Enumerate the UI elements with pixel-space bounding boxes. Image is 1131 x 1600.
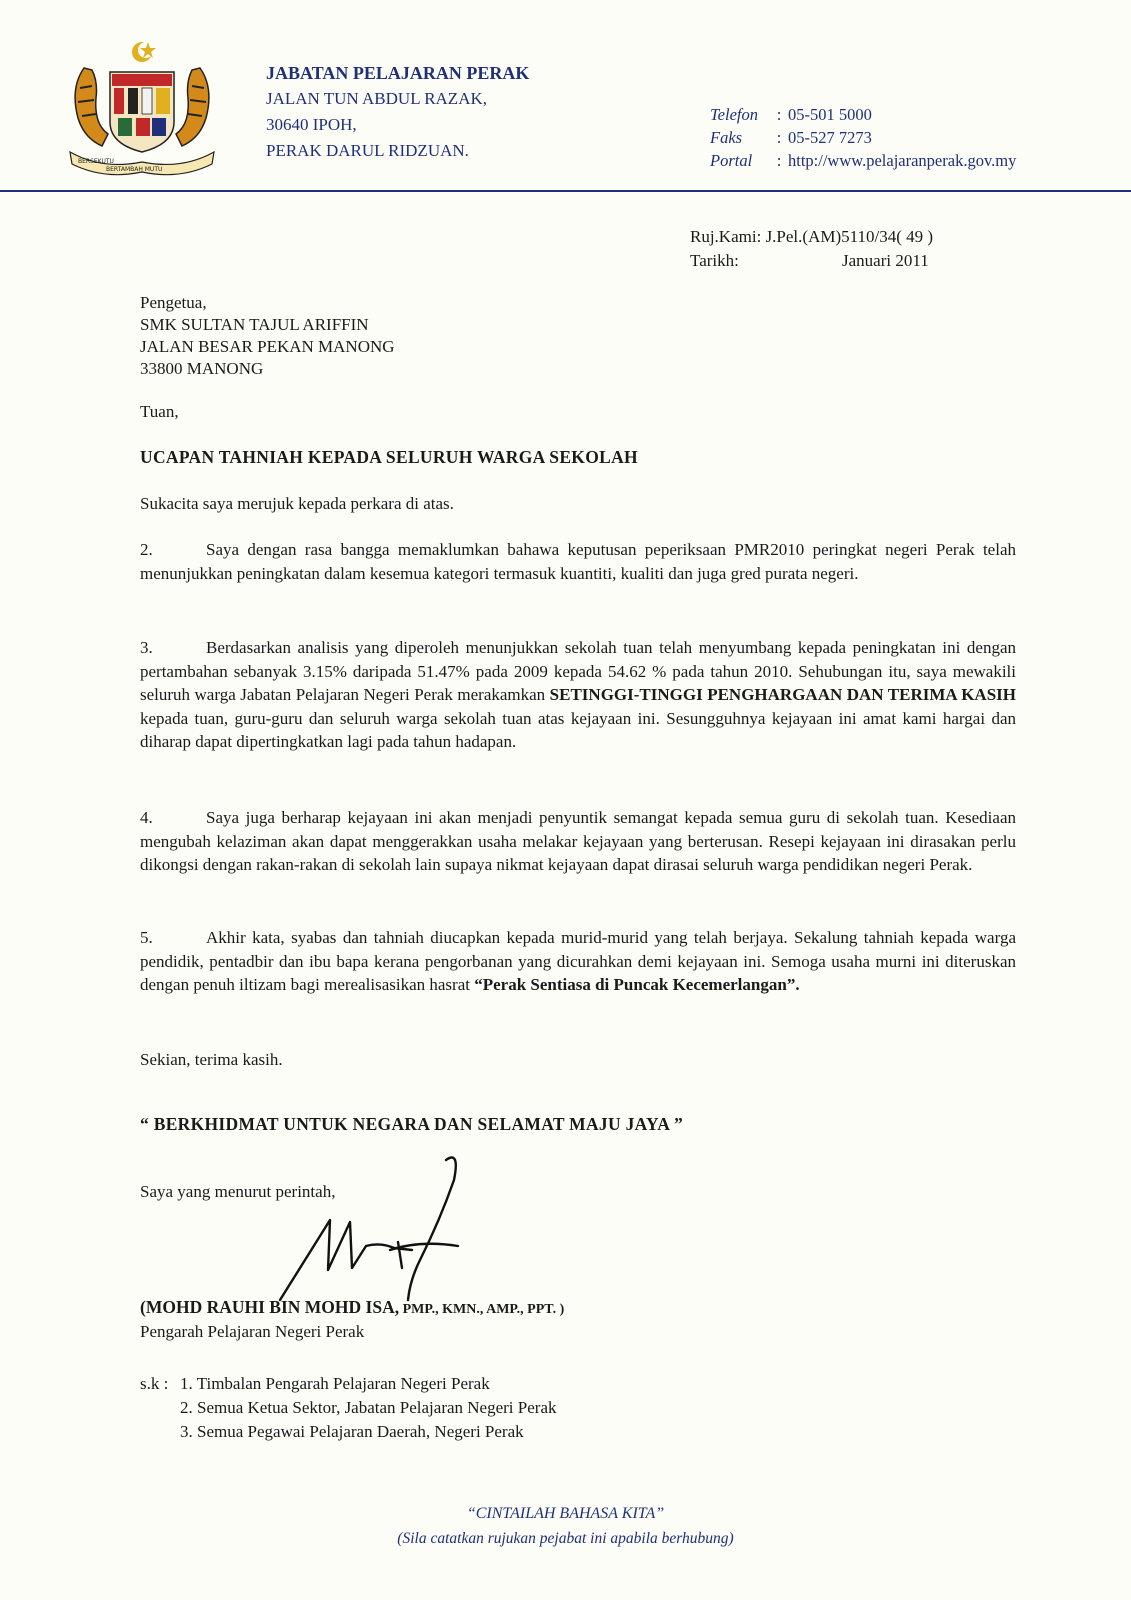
- address-line: PERAK DARUL RIDZUAN.: [266, 141, 469, 160]
- left-tiger-icon: [75, 68, 108, 146]
- recipient-line: SMK SULTAN TAJUL ARIFFIN: [140, 315, 369, 334]
- service-motto: “ BERKHIDMAT UNTUK NEGARA DAN SELAMAT MAJU JAYA ”: [140, 1114, 684, 1134]
- salutation: Tuan,: [140, 402, 179, 421]
- right-tiger-icon: [176, 68, 209, 146]
- paragraph-5: 5. Akhir kata, syabas dan tahniah diucapkan kepada murid-murid yang telah berjaya. Sekalung tahniah kepada warga pendidik, pentadbir dan ibu bapa kerana pengorbanan yang dicurahkan demi kejayaan ini. Semoga usaha murni ini diteruskan dengan penuh iltizam bagi merealisasikan hasrat “Perak Sentiasa di Puncak Kecemerlangan”.: [140, 928, 1016, 994]
- paragraph-2: 2. Saya dengan rasa bangga memaklumkan bahawa keputusan peperiksaan PMR2010 peringkat negeri Perak telah menunjukkan peningkatan dalam kesemua kategori termasuk kuantiti, kualiti dan juga gred purata negeri.: [140, 540, 1016, 583]
- letterhead-address: [266, 60, 529, 164]
- cc-item: 2. Semua Ketua Sektor, Jabatan Pelajaran Negeri Perak: [180, 1398, 557, 1417]
- paragraph-3: 3. Berdasarkan analisis yang diperoleh menunjukkan sekolah tuan telah menyumbang kepada peningkatan ini dengan pertambahan sebanyak 3.15% daripada 51.47% pada 2009 kepada 54.62 % pada tahun 2010. Sehubungan itu, saya mewakili seluruh warga Jabatan Pelajaran Negeri Perak merakamkan SETINGGI-TINGGI PENGHARGAAN DAN TERIMA KASIH kepada tuan, guru-guru dan seluruh warga sekolah tuan atas kejayaan ini. Sesungguhnya kejayaan ini amat kami hargai dan diharap dapat dipertingkatkan lagi pada tahun hadapan.: [140, 638, 1016, 751]
- signatory-name: (MOHD RAUHI BIN MOHD ISA, PMP., KMN., AMP., PPT. ): [140, 1297, 565, 1317]
- recipient-address: [140, 292, 395, 380]
- crescent-star-icon: [132, 42, 156, 62]
- coat-of-arms-crest: [62, 38, 222, 178]
- paragraph-4: 4. Saya juga berharap kejayaan ini akan menjadi penyuntik semangat kepada semua guru di sekolah tuan. Kesediaan mengubah kelaziman akan dapat menggerakkan usaha melakar kejayaan yang berterusan. Resepi kejayaan ini dirasakan perlu dikongsi dengan rakan-rakan di sekolah lain supaya nikmat kejayaan dapat dirasai seluruh warga pendidikan negeri Perak.: [140, 808, 1016, 874]
- recipient-line: JALAN BESAR PEKAN MANONG: [140, 337, 395, 356]
- address-line: JALAN TUN ABDUL RAZAK,: [266, 89, 487, 108]
- emphasis-text: SETINGGI-TINGGI PENGHARGAAN DAN TERIMA KASIH: [549, 685, 1016, 704]
- cc-list: [140, 1372, 557, 1444]
- crest-motto-right: BERTAMBAH MUTU: [106, 166, 163, 173]
- shield-icon: [110, 72, 174, 152]
- reference-block: [690, 225, 933, 273]
- recipient-line: Pengetua,: [140, 293, 207, 312]
- cc-item: s.k : 1. Timbalan Pengarah Pelajaran Negeri Perak: [140, 1374, 490, 1393]
- paragraph-1: Sukacita saya merujuk kepada perkara di atas.: [140, 494, 454, 513]
- letterhead-divider: [0, 190, 1131, 192]
- emphasis-text: “Perak Sentiasa di Puncak Kecemerlangan”.: [474, 975, 800, 994]
- contact-telefon: Telefon : 05-501 5000: [710, 105, 872, 124]
- address-line: 30640 IPOH,: [266, 115, 357, 134]
- contact-portal: Portal : http://www.pelajaranperak.gov.my: [710, 151, 1017, 170]
- footer-note: (Sila catatkan rujukan pejabat ini apabila berhubung): [397, 1530, 734, 1547]
- closing-line: Sekian, terima kasih.: [140, 1050, 283, 1069]
- department-name: JABATAN PELAJARAN PERAK: [266, 63, 530, 83]
- letter-subject: UCAPAN TAHNIAH KEPADA SELURUH WARGA SEKOLAH: [140, 447, 638, 467]
- signoff-line: Saya yang menurut perintah,: [140, 1182, 336, 1201]
- crest-motto-left: BERSEKUTU: [78, 158, 114, 165]
- contact-faks: Faks : 05-527 7273: [710, 128, 872, 147]
- recipient-line: 33800 MANONG: [140, 359, 264, 378]
- handwritten-signature: [270, 1150, 470, 1310]
- cc-item: 3. Semua Pegawai Pelajaran Daerah, Negeri Perak: [180, 1422, 524, 1441]
- signatory-title: Pengarah Pelajaran Negeri Perak: [140, 1322, 365, 1341]
- reference-date: Tarikh: Januari 2011: [690, 251, 929, 270]
- footer-slogan: “CINTAILAH BAHASA KITA”: [466, 1505, 665, 1522]
- letterhead-contacts: [710, 103, 1016, 172]
- reference-number: Ruj.Kami: J.Pel.(AM)5110/34( 49 ): [690, 227, 934, 246]
